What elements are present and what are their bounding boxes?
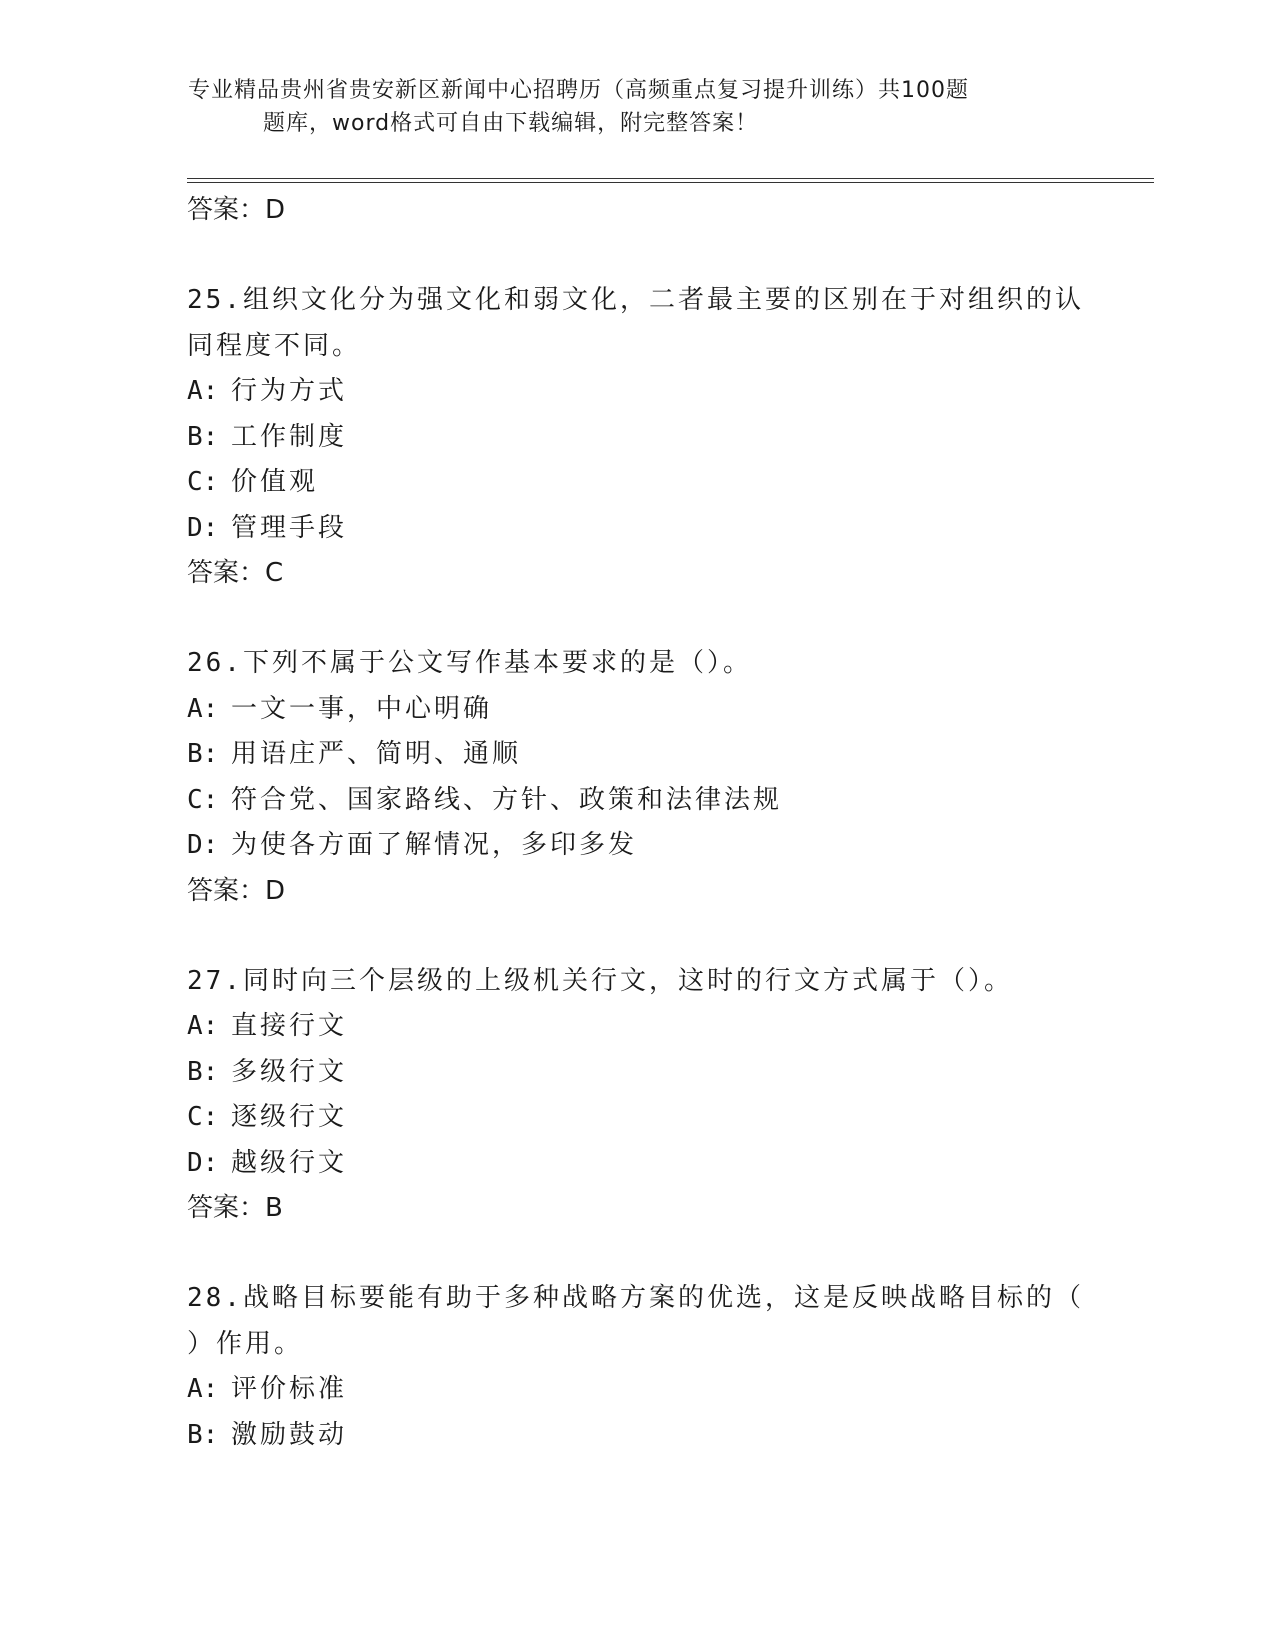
option-d [187,506,1087,552]
option-d [187,1141,1087,1187]
question-block [187,278,1087,596]
question-block [187,1276,1087,1458]
option-b [187,415,1087,461]
spacer [187,914,1087,959]
option-key: D: [187,512,219,543]
option-text: 价值观 [231,467,319,497]
option-a [187,1367,1087,1413]
question-block [187,959,1087,1232]
option-d [187,823,1087,869]
option-text: 评价标准 [231,1374,348,1404]
option-a [187,369,1087,415]
option-text: 管理手段 [231,512,348,543]
option-key: D: [187,830,219,860]
option-key: C: [187,784,219,815]
header-title-line-2: 题库，word格式可自由下载编辑，附完整答案！ [263,111,759,136]
answer-line: 答案：C [187,558,284,588]
question-title-line: 28.战略目标要能有助于多种战略方案的优选，这是反映战略目标的（ [187,1283,1084,1313]
option-key: C: [187,1102,219,1132]
question-title-line: 25.组织文化分为强文化和弱文化，二者最主要的区别在于对组织的认 [187,285,1084,315]
question-title-line: 26.下列不属于公文写作基本要求的是（）。 [187,648,752,678]
option-key: A: [187,693,219,724]
answer-line: 答案：D [187,195,286,225]
option-text: 多级行文 [231,1056,348,1087]
option-key: B: [187,1419,219,1450]
option-c [187,778,1087,824]
option-text: 激励鼓动 [231,1419,348,1450]
spacer [187,233,1087,278]
question-block [187,641,1087,914]
option-key: D: [187,1147,219,1178]
question-list [187,188,1087,1458]
option-key: B: [187,1056,219,1087]
option-text: 越级行文 [231,1147,348,1178]
option-b [187,1050,1087,1096]
option-c [187,1095,1087,1141]
answer-line: 答案：D [187,875,286,906]
header-title-line-1: 专业精品贵州省贵安新区新闻中心招聘历（高频重点复习提升训练）共100题 [188,78,969,103]
option-b [187,1413,1087,1459]
header-divider [187,178,1154,183]
option-b [187,732,1087,778]
option-text: 符合党、国家路线、方针、政策和法律法规 [231,784,783,815]
option-text: 一文一事，中心明确 [231,693,493,724]
spacer [187,1231,1087,1276]
question-title-line: 27.同时向三个层级的上级机关行文，这时的行文方式属于（）。 [187,965,1013,996]
option-a [187,687,1087,733]
option-text: 为使各方面了解情况，多印多发 [231,830,638,860]
option-key: A: [187,1011,219,1041]
option-key: A: [187,376,219,406]
option-key: B: [187,421,219,452]
option-text: 直接行文 [231,1011,348,1041]
question-title-line: 同程度不同。 [187,330,362,361]
option-text: 逐级行文 [231,1102,348,1132]
question-title-line: ）作用。 [187,1328,304,1359]
document-header [188,74,1048,140]
answer-line: 答案：B [187,1193,283,1223]
option-a [187,1004,1087,1050]
option-text: 用语庄严、简明、通顺 [231,739,522,769]
option-key: C: [187,467,219,497]
option-key: B: [187,739,219,769]
spacer [187,596,1087,641]
option-text: 工作制度 [231,421,348,452]
option-text: 行为方式 [231,376,348,406]
option-c [187,460,1087,506]
option-key: A: [187,1374,219,1404]
